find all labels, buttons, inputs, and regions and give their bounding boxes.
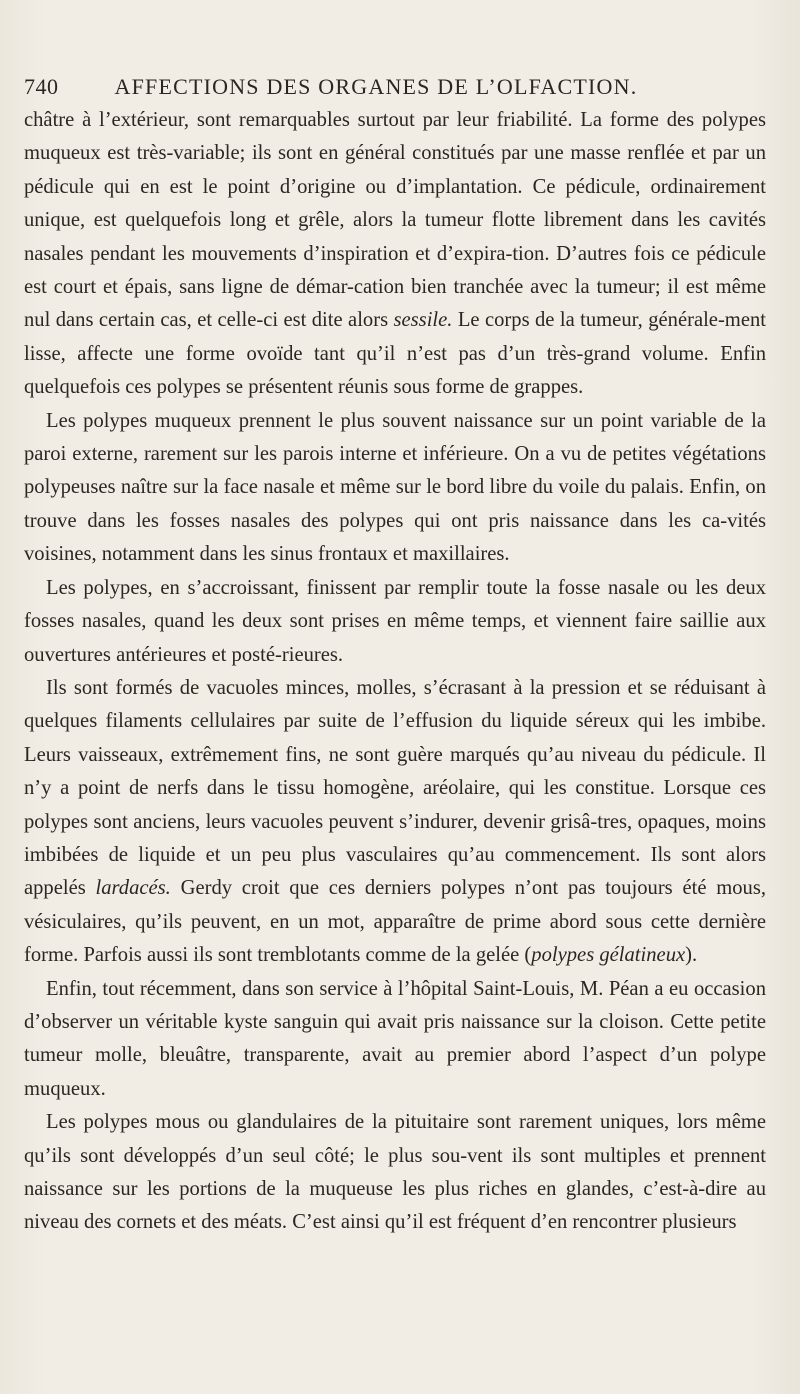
paragraph-text: Enfin, tout récemment, dans son service à l’hôpital Saint-Louis, M. Péan a eu occasion d’observer un véritable kyste sanguin qui avait pris naissance sur la cloison. Cette petite tumeur molle, bleuâtre, transparente, avait au premier abord l’aspect d’un polype muqueux. [24, 977, 766, 1100]
italic-term: polypes gélatineux [531, 944, 686, 967]
paragraph-text: Les polypes, en s’accroissant, finissent par remplir toute la fosse nasale ou les deux fosses nasales, quand les deux sont prises en même temps, et viennent faire saillie aux ouvertures antérieures et posté-rieures. [24, 576, 766, 666]
italic-term: sessile. [393, 309, 453, 332]
paragraph-text: châtre à l’extérieur, sont remarquables surtout par leur friabilité. La forme des polypes muqueux est très-variable; ils sont en général constitués par une masse renflée et par un pédicule qui en est le point d’origine ou d’implantation. Ce pédicule, ordinairement unique, est quelquefois long et grêle, alors la tumeur flotte librement dans les cavités nasales pendant les mouvements d’inspiration et d’expira-tion. D’autres fois ce pédicule est court et épais, sans ligne de démar-cation bien tranchée avec la tumeur; il est même nul dans certain cas, et celle-ci est dite alors [24, 109, 766, 332]
paragraph [24, 1106, 766, 1240]
running-title: AFFECTIONS DES ORGANES DE L’OLFACTION. [114, 74, 638, 99]
paragraph [24, 405, 766, 572]
paragraph-text: Gerdy croit que ces derniers polypes n’ont pas toujours été mous, vésiculaires, qu’ils peuvent, en un mot, apparaître de prime abord sous cette dernière forme. Parfois aussi ils sont tremblotants comme de la gelée ( [24, 877, 766, 967]
paragraph [24, 672, 766, 973]
body-text [24, 104, 766, 1240]
page-number: 740 [24, 74, 59, 99]
italic-term: lardacés. [95, 877, 171, 900]
paragraph-text: Ils sont formés de vacuoles minces, molles, s’écrasant à la pression et se réduisant à quelques filaments cellulaires par suite de l’effusion du liquide séreux qui les imbibe. Leurs vaisseaux, extrêmement fins, ne sont guère marqués qu’au niveau du pédicule. Il n’y a point de nerfs dans le tissu homogène, aréolaire, qui les constitue. Lorsque ces polypes sont anciens, leurs vacuoles peuvent s’indurer, devenir grisâ-tres, opaques, moins imbibées de liquide et un peu plus vasculaires qu’au commencement. Ils sont alors appelés [24, 676, 766, 900]
paragraph [24, 973, 766, 1107]
paragraph-text: ). [685, 944, 698, 967]
paragraph-text: Les polypes mous ou glandulaires de la pituitaire sont rarement uniques, lors même qu’ils sont développés d’un seul côté; le plus sou-vent ils sont multiples et prennent naissance sur les portions de la muqueuse les plus riches en glandes, c’est-à-dire au niveau des cornets et des méats. C’est ainsi qu’il est fréquent d’en rencontrer plusieurs [24, 1111, 766, 1234]
paragraph-text: Le corps de la tumeur, générale-ment lisse, affecte une forme ovoïde tant qu’il n’est pas d’un très-grand volume. Enfin quelquefois ces polypes se présentent réunis sous forme de grappes. [24, 309, 766, 399]
paragraph [24, 572, 766, 672]
paragraph [24, 104, 766, 405]
page-header [24, 74, 764, 100]
paragraph-text: Les polypes muqueux prennent le plus souvent naissance sur un point variable de la paroi externe, rarement sur les parois interne et inférieure. On a vu de petites végétations polypeuses naître sur la face nasale et même sur le bord libre du voile du palais. Enfin, on trouve dans les fosses nasales des polypes qui ont pris naissance dans les ca-vités voisines, notamment dans les sinus frontaux et maxillaires. [24, 409, 766, 566]
